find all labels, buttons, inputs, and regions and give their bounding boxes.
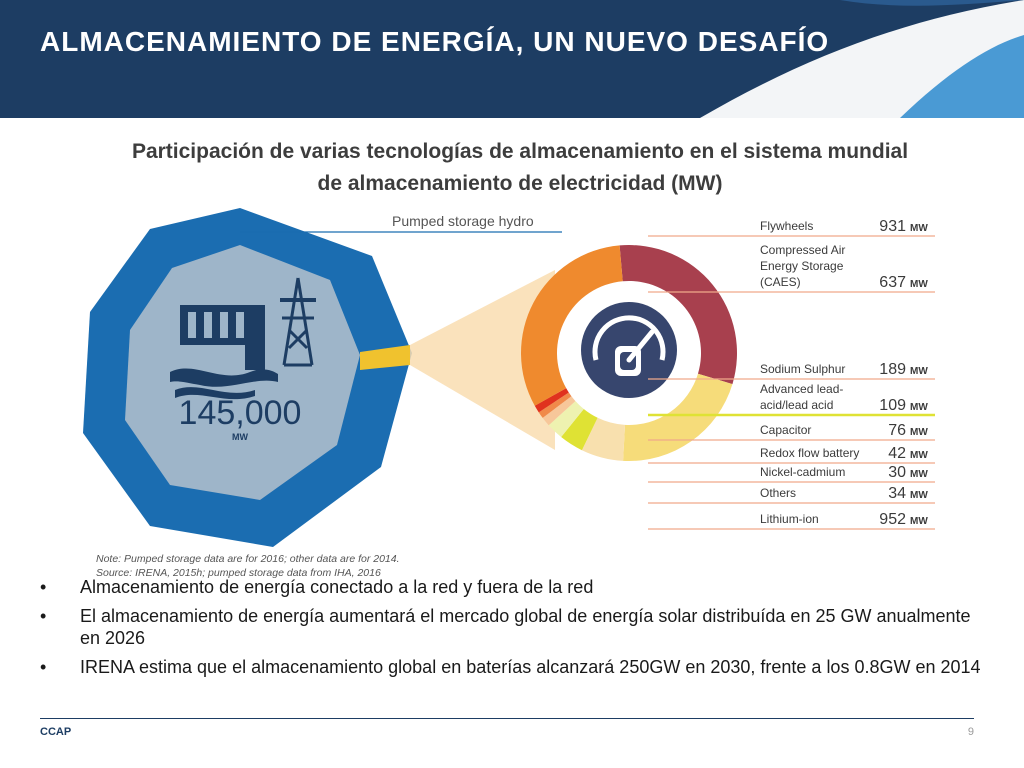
legend-label: Redox flow battery: [760, 446, 860, 460]
legend-label: acid/lead acid: [760, 398, 834, 412]
legend-value: 42: [888, 445, 906, 462]
legend-label: Others: [760, 486, 797, 500]
legend-value: 952: [879, 511, 906, 528]
legend-label: Nickel-cadmium: [760, 465, 846, 479]
legend-label: Compressed Air: [760, 243, 846, 257]
bullet-item: [38, 605, 988, 649]
bullet-item: [38, 656, 988, 678]
pumped-storage-unit: MW: [232, 432, 248, 442]
legend-value: 931: [879, 218, 906, 235]
legend-label: Energy Storage: [760, 259, 844, 273]
chart-title: Participación de varias tecnologías de almacenamiento en el sistema mundial de almacenamiento de electricidad (MW): [131, 140, 909, 195]
legend-value: 76: [888, 422, 906, 439]
bullet-text: Almacenamiento de energía conectado a la red y fuera de la red: [80, 577, 594, 597]
bullet-item: [38, 576, 988, 598]
footer-brand: CCAP: [40, 726, 72, 738]
legend-label: Flywheels: [760, 219, 814, 233]
legend-unit: MW: [910, 490, 928, 501]
legend-label: (CAES): [760, 275, 801, 289]
pumped-storage-label: Pumped storage hydro: [392, 213, 534, 229]
legend-unit: MW: [910, 279, 928, 290]
source-note-line1: Note: Pumped storage data are for 2016; other data are for 2014.: [96, 553, 400, 565]
legend-label: Advanced lead-: [760, 382, 844, 396]
bullet-text: IRENA estima que el almacenamiento global en baterías alcanzará 250GW en 2030, frente a los 0.8GW en 2014: [80, 657, 981, 677]
legend-value: 189: [879, 361, 906, 378]
legend-value: 109: [879, 397, 906, 414]
legend-unit: MW: [910, 450, 928, 461]
bullet-marker: •: [40, 606, 47, 626]
legend-unit: MW: [910, 516, 928, 527]
pumped-storage-value: 145,000: [178, 394, 302, 432]
bullet-text: El almacenamiento de energía aumentará el mercado global de energía solar distribuída en 25 GW anualmente en 2026: [80, 606, 971, 648]
page-number: 9: [967, 726, 974, 738]
legend-value: 637: [879, 274, 906, 291]
legend-unit: MW: [910, 366, 928, 377]
slide-title: ALMACENAMIENTO DE ENERGÍA, UN NUEVO DESAFÍO: [40, 26, 830, 57]
legend-label: Capacitor: [760, 423, 812, 437]
footer-divider: [40, 718, 974, 719]
legend-unit: MW: [910, 469, 928, 480]
legend-label: Sodium Sulphur: [760, 362, 846, 376]
legend-unit: MW: [910, 402, 928, 413]
legend-value: 30: [888, 464, 906, 481]
bullet-marker: •: [40, 657, 47, 677]
bullet-marker: •: [40, 577, 47, 597]
legend-value: 34: [888, 485, 906, 502]
legend-label: Lithium-ion: [760, 512, 819, 526]
legend-unit: MW: [910, 427, 928, 438]
gauge-icon: [581, 302, 677, 398]
legend-unit: MW: [910, 223, 928, 234]
source-note-line2: Source: IRENA, 2015h; pumped storage data from IHA, 2016: [96, 567, 381, 579]
bullet-list: [38, 576, 988, 685]
